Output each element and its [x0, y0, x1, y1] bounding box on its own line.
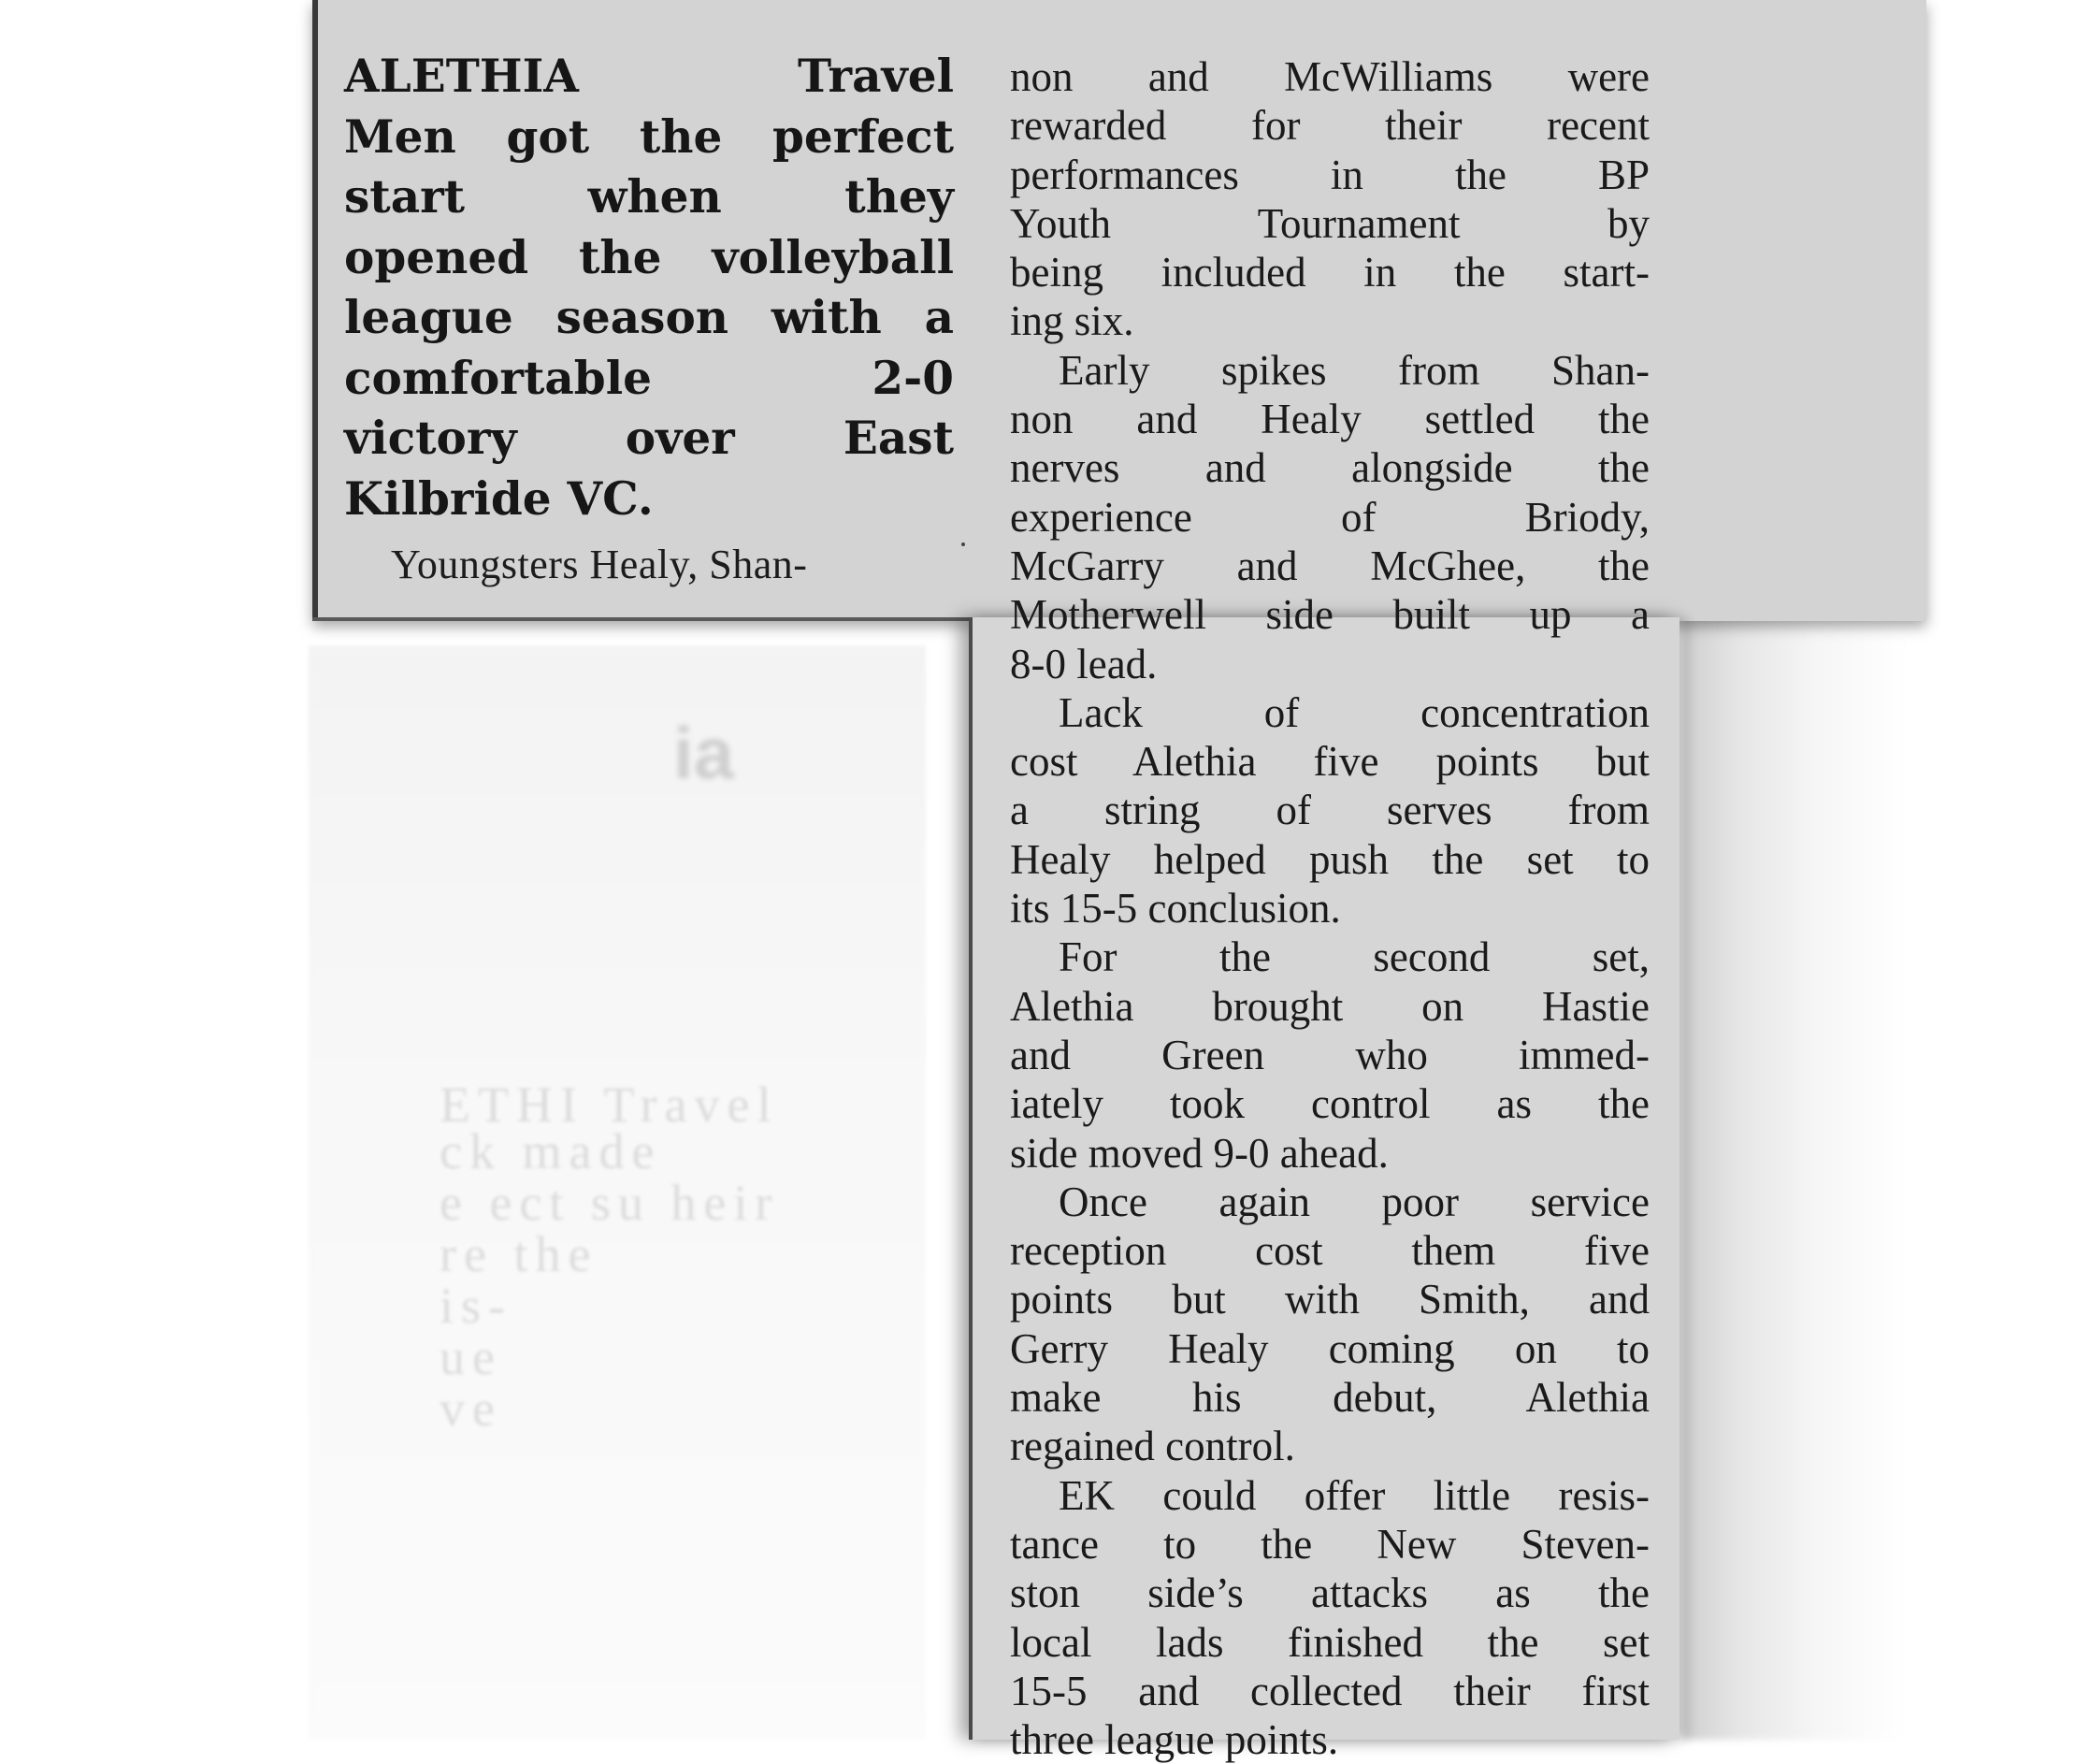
- column-line: ing six.: [1010, 297, 1134, 345]
- bleed-through-line: e ect su heir: [440, 1175, 780, 1231]
- column-line: Early spikes from Shan-: [1059, 346, 1650, 394]
- column-line: Lack of concentration: [1059, 688, 1650, 736]
- column-line: nerves and alongside the: [1010, 444, 1650, 492]
- bleed-through-heading: ia: [673, 712, 735, 794]
- ink-speck: [961, 542, 965, 546]
- column-line: rewarded for their recent: [1010, 102, 1650, 150]
- bleed-through-line: ve: [440, 1381, 502, 1437]
- article-right-column: [1010, 52, 1650, 1764]
- column-line: a string of serves from: [1010, 787, 1650, 834]
- clipping-bottom-edge: [312, 617, 986, 621]
- intro-line: Men got the perfect: [344, 109, 954, 164]
- intro-line: league season with a: [344, 291, 954, 344]
- intro-line: start when they: [344, 170, 954, 224]
- bleed-through-line: re the: [440, 1226, 598, 1282]
- column-line: reception cost them five: [1010, 1227, 1650, 1275]
- intro-line: ALETHIA Travel: [344, 50, 954, 103]
- column-line: For the second set,: [1059, 933, 1650, 981]
- column-line: iately took control as the: [1010, 1080, 1650, 1128]
- column-line: performances in the BP: [1010, 151, 1650, 198]
- column-line: tance to the New Steven-: [1010, 1520, 1650, 1568]
- bleed-through-line: ETHI Travel: [440, 1077, 779, 1133]
- column-line: make his debut, Alethia: [1010, 1374, 1650, 1422]
- article-intro: [344, 47, 954, 529]
- clipping-left-edge: [312, 0, 318, 621]
- column-line: Healy helped push the set to: [1010, 835, 1650, 883]
- column-line: McGarry and McGhee, the: [1010, 542, 1650, 589]
- column-line: experience of Briody,: [1010, 493, 1650, 541]
- column-line: Youth Tournament by: [1010, 199, 1650, 247]
- column-line: 15-5 and collected their first: [1010, 1667, 1650, 1714]
- intro-line: Kilbride VC.: [344, 471, 654, 526]
- column-line: non and McWilliams were: [1010, 53, 1650, 100]
- column-line: ston side’s attacks as the: [1010, 1569, 1650, 1617]
- clipping-cut-edge: [969, 617, 973, 1740]
- column-line: its 15-5 conclusion.: [1010, 885, 1341, 933]
- intro-line: victory over East: [344, 412, 954, 465]
- column-line: side moved 9-0 ahead.: [1010, 1129, 1389, 1177]
- intro-line: opened the volleyball: [344, 230, 954, 284]
- intro-line: comfortable 2-0: [344, 351, 954, 405]
- column-line: EK could offer little resis-: [1059, 1471, 1650, 1519]
- article-left-paragraph: Youngsters Healy, Shan-: [391, 542, 808, 587]
- bleed-through-line: is-: [440, 1278, 512, 1334]
- column-line: Alethia brought on Hastie: [1010, 982, 1650, 1030]
- column-line: non and Healy settled the: [1010, 396, 1650, 443]
- column-line: points but with Smith, and: [1010, 1276, 1650, 1323]
- column-line: 8-0 lead.: [1010, 640, 1158, 687]
- column-line: regained control.: [1010, 1423, 1295, 1470]
- column-line: cost Alethia five points but: [1010, 738, 1650, 786]
- column-line: local lads finished the set: [1010, 1618, 1650, 1666]
- column-line: and Green who immed-: [1010, 1031, 1650, 1078]
- column-line: three league points.: [1010, 1716, 1339, 1764]
- column-line: being included in the start-: [1010, 249, 1650, 296]
- bleed-through-line: ue: [440, 1329, 502, 1385]
- column-line: Gerry Healy coming on to: [1010, 1324, 1650, 1372]
- column-line: Once again poor service: [1059, 1178, 1650, 1225]
- column-line: Motherwell side built up a: [1010, 591, 1650, 639]
- bleed-through-line: ck made: [440, 1123, 662, 1179]
